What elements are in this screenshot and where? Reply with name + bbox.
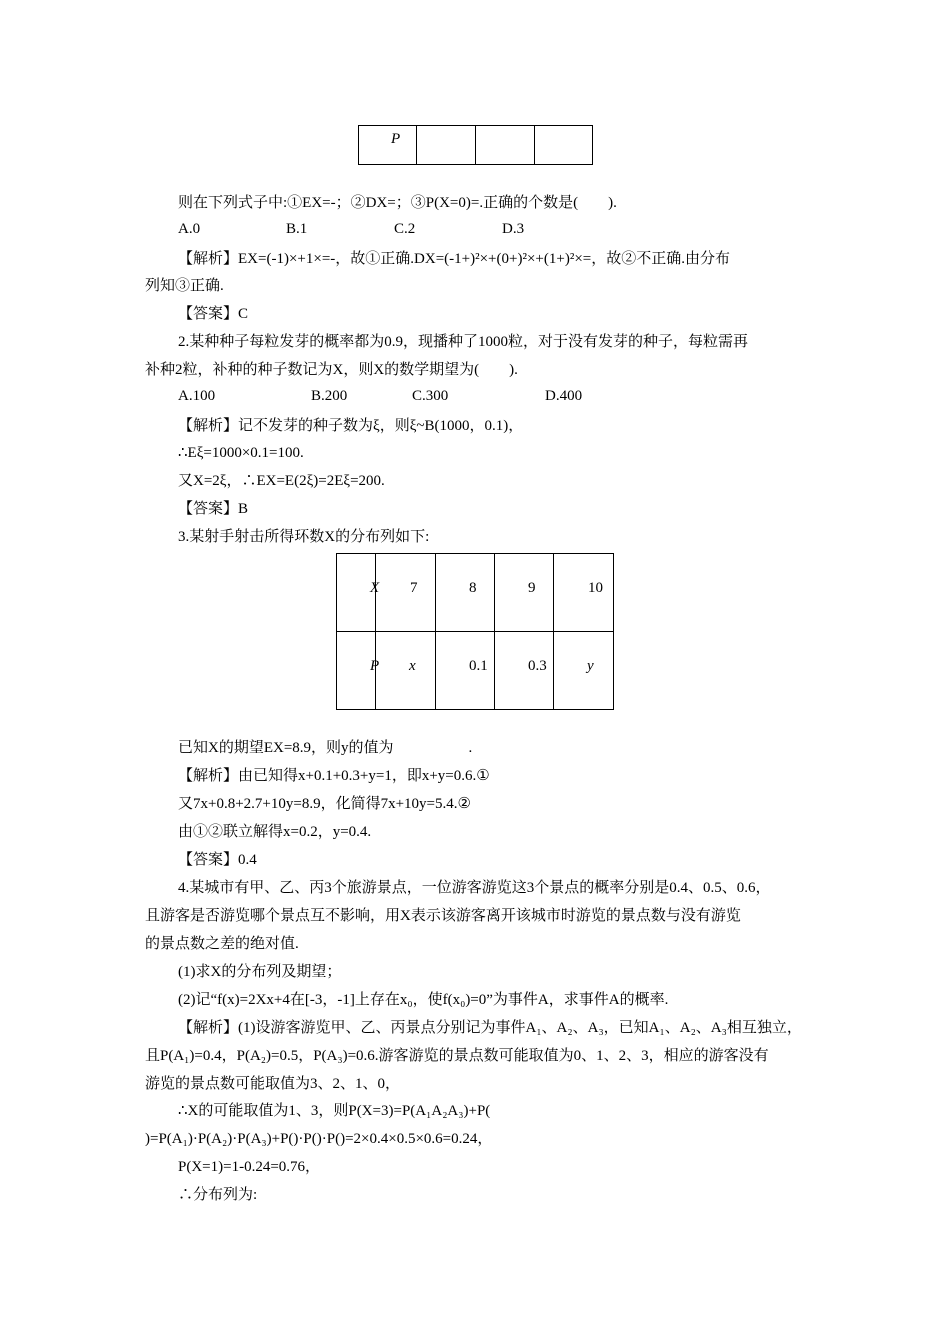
table-value: 10 — [588, 580, 603, 596]
q4-part1: (1)求X的分布列及期望； — [178, 964, 342, 980]
table-value: 7 — [410, 580, 418, 596]
table-cell — [336, 553, 436, 632]
q3-analysis-line3: 由①②联立解得x=0.2，y=0.4. — [178, 824, 372, 840]
q4-part2: (2)记“f(x)=2Xx+4在[-3，-1]上存在x₀，使f(x₀)=0”为事件A，求事件A的概率. — [178, 992, 669, 1008]
table-value: 9 — [528, 580, 536, 596]
q3-stem: 3.某射手射击所得环数X的分布列如下: — [178, 529, 430, 545]
table-value: 8 — [469, 580, 477, 596]
q4-analysis-line7: ∴分布列为: — [178, 1187, 258, 1203]
option-d: D.3 — [502, 221, 525, 237]
table-x-label: X — [370, 580, 380, 596]
table1-cell — [475, 125, 535, 165]
table-p-label: P — [370, 658, 380, 674]
q2-stem: 2.某种种子每粒发芽的概率都为0.9，现播种了1000粒，对于没有发芽的种子，每粒需再 — [178, 334, 749, 350]
option-a: A.0 — [178, 221, 201, 237]
q3-analysis-line2: 又7x+0.8+2.7+10y=8.9，化简得7x+10y=5.4.② — [178, 796, 471, 812]
table-cell — [553, 631, 614, 710]
table-inner-divider — [375, 553, 376, 710]
table1-cell — [534, 125, 593, 165]
q3-analysis: 【解析】由已知得x+0.1+0.3+y=1，即x+y=0.6.① — [178, 768, 490, 784]
option-c: C.300 — [412, 388, 449, 404]
table-cell — [336, 631, 436, 710]
table-value: 0.1 — [469, 658, 488, 674]
table1-cell — [416, 125, 476, 165]
q1-stem: 则在下列式子中:①EX=-；②DX=；③P(X=0)=.正确的个数是( ). — [178, 195, 617, 211]
q2-analysis: 【解析】记不发芽的种子数为ξ，则ξ~B(1000，0.1)， — [178, 418, 524, 434]
q4-analysis-line2: 且P(A₁)=0.4，P(A₂)=0.5，P(A₃)=0.6.游客游览的景点数可能取值为0、1、2、3，相应的游客没有 — [145, 1048, 769, 1064]
q4-stem-cont: 且游客是否游览哪个景点互不影响，用X表示该游客离开该城市时游览的景点数与没有游览 — [145, 908, 741, 924]
q1-analysis: 【解析】EX=(-1)×+1×=-，故①正确.DX=(-1+)²×+(0+)²×+(1+)²×=，故②不正确.由分布 — [178, 251, 730, 267]
q1-answer: 【答案】C — [178, 306, 249, 322]
q4-analysis-line3: 游览的景点数可能取值为3、2、1、0， — [145, 1076, 401, 1092]
q4-analysis-line4: ∴X的可能取值为1、3，则P(X=3)=P(A₁A₂A₃)+P( — [178, 1103, 491, 1119]
q4-stem: 4.某城市有甲、乙、丙3个旅游景点，一位游客游览这3个景点的概率分别是0.4、0.5、0.6， — [178, 880, 771, 896]
table1-cell — [358, 125, 417, 165]
table-value: y — [587, 658, 594, 674]
q4-stem-cont2: 的景点数之差的绝对值. — [145, 936, 299, 952]
q3-answer: 【答案】0.4 — [178, 852, 257, 868]
q2-answer: 【答案】B — [178, 501, 249, 517]
option-b: B.200 — [311, 388, 348, 404]
table-value: 0.3 — [528, 658, 547, 674]
q2-analysis-line2: ∴Eξ=1000×0.1=100. — [178, 445, 304, 461]
q2-stem-cont: 补种2粒，补种的种子数记为X，则X的数学期望为( ). — [145, 362, 518, 378]
q4-analysis: 【解析】(1)设游客游览甲、乙、丙景点分别记为事件A₁、A₂、A₃，已知A₁、A₂、A₃相互独立， — [178, 1020, 802, 1036]
option-a: A.100 — [178, 388, 216, 404]
table-cell — [553, 553, 614, 632]
q4-analysis-line6: P(X=1)=1-0.24=0.76， — [178, 1159, 321, 1175]
option-c: C.2 — [394, 221, 416, 237]
table1-row-label: P — [391, 131, 401, 147]
table-cell — [435, 553, 495, 632]
option-d: D.400 — [545, 388, 583, 404]
q4-analysis-line5: )=P(A₁)·P(A₂)·P(A₃)+P()·P()·P()=2×0.4×0.5×0.6=0.24， — [145, 1131, 493, 1147]
q3-condition: 已知X的期望EX=8.9，则y的值为 . — [178, 740, 473, 756]
table-cell — [494, 553, 554, 632]
q2-analysis-line3: 又X=2ξ，∴EX=E(2ξ)=2Eξ=200. — [178, 473, 385, 489]
q1-analysis-cont: 列知③正确. — [145, 278, 224, 294]
option-b: B.1 — [286, 221, 308, 237]
table-value: x — [409, 658, 416, 674]
